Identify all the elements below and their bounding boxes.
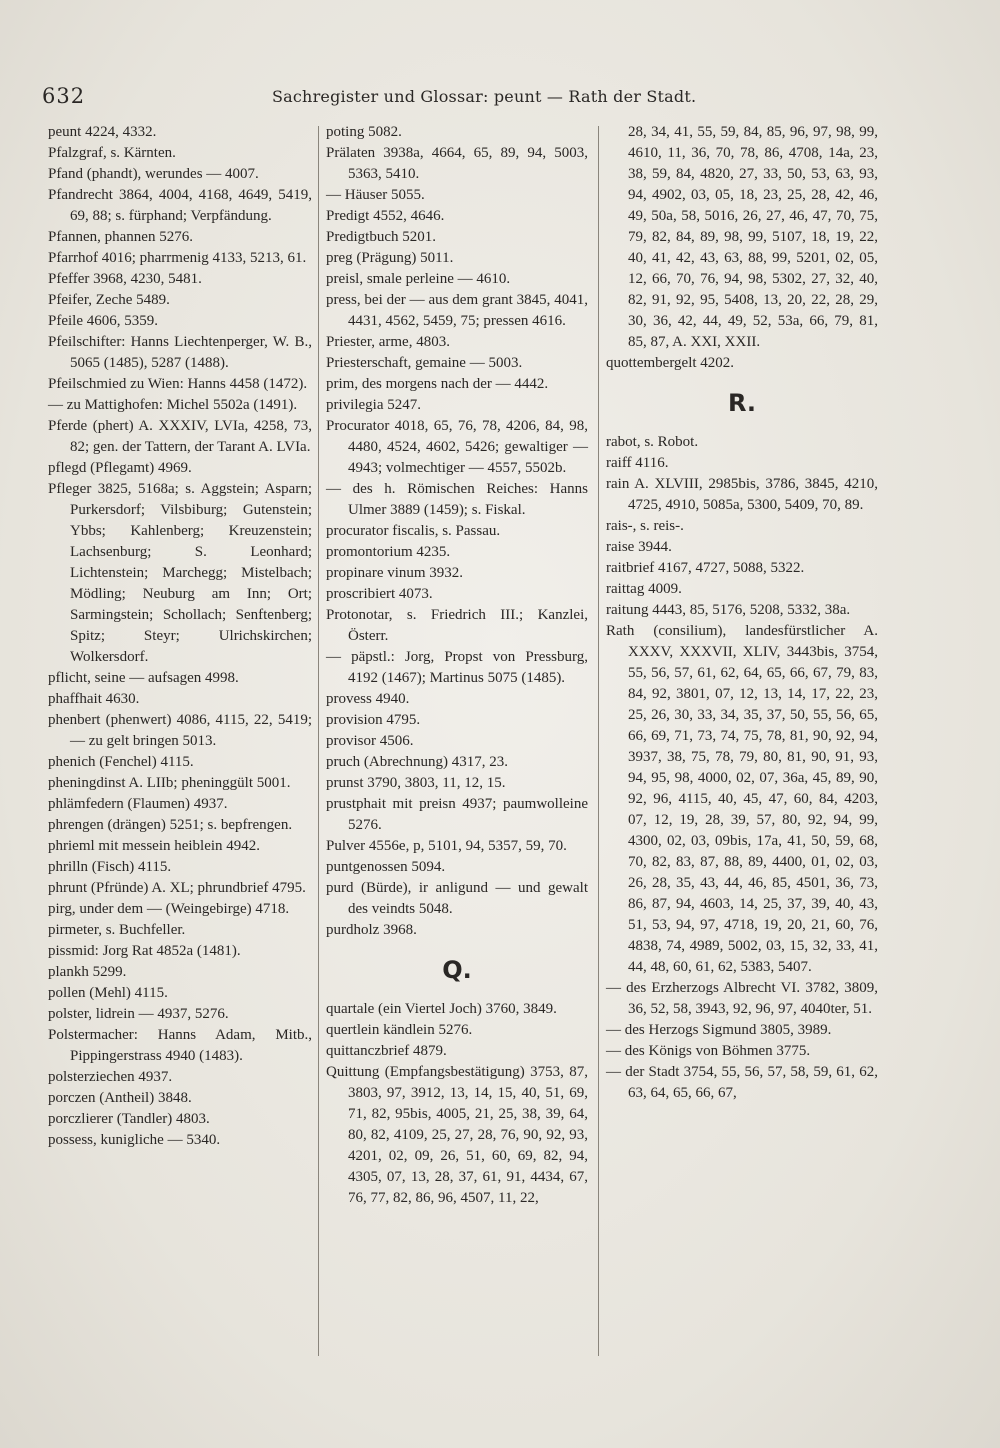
index-entry: preg (Prägung) 5011. xyxy=(326,250,454,266)
index-entry: quittanczbrief 4879. xyxy=(326,1043,447,1059)
column-divider xyxy=(598,126,599,1356)
index-entry: pheningdinst A. LIIb; pheninggült 5001. xyxy=(48,775,291,791)
index-entry: Pfeifer, Zeche 5489. xyxy=(48,292,170,308)
index-entry: Pfeilschmied zu Wien: Hanns 4458 (1472). xyxy=(48,376,308,392)
index-entry: Pfeile 4606, 5359. xyxy=(48,313,158,329)
index-entry: Pfarrhof 4016; pharrmenig 4133, 5213, 61. xyxy=(48,250,307,266)
index-entry: peunt 4224, 4332. xyxy=(48,124,157,140)
index-entry: provisor 4506. xyxy=(326,733,414,749)
index-entry: pirg, under dem — (Weingebirge) 4718. xyxy=(48,901,290,917)
index-entry: Pfeffer 3968, 4230, 5481. xyxy=(48,271,202,287)
index-entry: Pfeilschifter: Hanns Liechtenperger, W. B., 5065 (1485), 5287 (1488). xyxy=(48,334,312,371)
index-entry: prim, des morgens nach der — 4442. xyxy=(326,376,549,392)
index-entry: — zu Mattighofen: Michel 5502a (1491). xyxy=(48,397,298,413)
index-entry: phrieml mit messein heiblein 4942. xyxy=(48,838,261,854)
index-entry: pollen (Mehl) 4115. xyxy=(48,985,168,1001)
index-entry: Predigtbuch 5201. xyxy=(326,229,436,245)
index-entry: Polstermacher: Hanns Adam, Mitb., Pippingerstrass 4940 (1483). xyxy=(48,1027,312,1064)
index-entry: propinare vinum 3932. xyxy=(326,565,464,581)
index-entry: purd (Bürde), ir anligund — und gewalt des veindts 5048. xyxy=(326,880,588,917)
index-entry: rabot, s. Robot. xyxy=(606,434,699,450)
index-entry: press, bei der — aus dem grant 3845, 4041, 4431, 4562, 5459, 75; pressen 4616. xyxy=(326,292,588,329)
index-entry: pflegd (Pflegamt) 4969. xyxy=(48,460,192,476)
index-entry: pissmid: Jorg Rat 4852a (1481). xyxy=(48,943,241,959)
index-entry: Protonotar, s. Friedrich III.; Kanzlei, Österr. xyxy=(326,607,588,644)
index-entry: polsterziechen 4937. xyxy=(48,1069,173,1085)
index-entry: — Häuser 5055. xyxy=(326,187,425,203)
index-entry: Priesterschaft, gemaine — 5003. xyxy=(326,355,523,371)
index-entry: pruch (Abrechnung) 4317, 23. xyxy=(326,754,509,770)
index-entry: — der Stadt 3754, 55, 56, 57, 58, 59, 61, 62, 63, 64, 65, 66, 67, xyxy=(606,1064,878,1101)
index-entry: — päpstl.: Jorg, Propst von Pressburg, 4192 (1467); Martinus 5075 (1485). xyxy=(326,649,588,686)
index-column-3 xyxy=(606,122,878,1104)
index-entry: phrilln (Fisch) 4115. xyxy=(48,859,172,875)
index-entry: raiff 4116. xyxy=(606,455,669,471)
index-entry: polster, lidrein — 4937, 5276. xyxy=(48,1006,229,1022)
index-entry: raittag 4009. xyxy=(606,581,682,597)
page-header xyxy=(42,84,922,110)
index-entry: — des h. Römischen Reiches: Hanns Ulmer 3889 (1459); s. Fiskal. xyxy=(326,481,588,518)
index-entry: Pfalzgraf, s. Kärnten. xyxy=(48,145,176,161)
index-entry: phrunt (Pfründe) A. XL; phrundbrief 4795. xyxy=(48,880,306,896)
index-entry: phlämfedern (Flaumen) 4937. xyxy=(48,796,228,812)
index-entry: prunst 3790, 3803, 11, 12, 15. xyxy=(326,775,506,791)
index-entry: raitbrief 4167, 4727, 5088, 5322. xyxy=(606,560,805,576)
index-entry: — des Erzherzogs Albrecht VI. 3782, 3809, 36, 52, 58, 3943, 92, 96, 97, 4040ter, 51. xyxy=(606,980,878,1017)
index-entry: provess 4940. xyxy=(326,691,410,707)
index-entry: raitung 4443, 85, 5176, 5208, 5332, 38a. xyxy=(606,602,851,618)
index-entry: quertlein kändlein 5276. xyxy=(326,1022,473,1038)
index-entry: poting 5082. xyxy=(326,124,402,140)
index-entry: phenich (Fenchel) 4115. xyxy=(48,754,194,770)
index-entry: pirmeter, s. Buchfeller. xyxy=(48,922,186,938)
index-entry: provision 4795. xyxy=(326,712,421,728)
index-entry: Pulver 4556e, p, 5101, 94, 5357, 59, 70. xyxy=(326,838,567,854)
index-entry: Priester, arme, 4803. xyxy=(326,334,450,350)
index-entry: phrengen (drängen) 5251; s. bepfrengen. xyxy=(48,817,293,833)
page-number: 632 xyxy=(42,84,86,108)
index-column-2 xyxy=(326,122,588,1209)
index-entry-continuation: 28, 34, 41, 55, 59, 84, 85, 96, 97, 98, 99, 4610, 11, 36, 70, 78, 86, 4708, 14a, 23, 38, 59, 84, 4820, 27, 33, 50, 53, 63, 93, 94, 4902, 03, 05, 18, 23, 25, 28, 42, 46, 49, 50a, 58, 5016, 26, 27, 46, 47, 70, 75, 79, 82, 84, 89, 98, 99, 5107, 18, 19, 22, 40, 41, 42, 43, 63, 88, 99, 5201, 02, 05, 12, 66, 70, 76, 94, 98, 5302, 27, 32, 40, 82, 91, 92, 95, 5408, 13, 20, 22, 28, 29, 30, 36, 42, 44, 49, 52, 53a, 66, 79, 81, 85, 87, A. XXI, XXII. xyxy=(628,124,878,350)
index-entry: procurator fiscalis, s. Passau. xyxy=(326,523,501,539)
index-entry: purdholz 3968. xyxy=(326,922,417,938)
index-entry: Predigt 4552, 4646. xyxy=(326,208,445,224)
index-entry: porczen (Antheil) 3848. xyxy=(48,1090,192,1106)
index-entry: rain A. XLVIII, 2985bis, 3786, 3845, 4210, 4725, 4910, 5085a, 5300, 5409, 70, 89. xyxy=(606,476,878,513)
index-entry: Pfandrecht 3864, 4004, 4168, 4649, 5419, 69, 88; s. fürphand; Verpfändung. xyxy=(48,187,312,224)
index-entry: puntgenossen 5094. xyxy=(326,859,446,875)
index-entry: privilegia 5247. xyxy=(326,397,421,413)
index-entry: quartale (ein Viertel Joch) 3760, 3849. xyxy=(326,1001,557,1017)
index-entry: phaffhait 4630. xyxy=(48,691,140,707)
index-entry: — des Herzogs Sigmund 3805, 3989. xyxy=(606,1022,832,1038)
index-entry: plankh 5299. xyxy=(48,964,127,980)
index-entry: Prälaten 3938a, 4664, 65, 89, 94, 5003, 5363, 5410. xyxy=(326,145,588,182)
section-heading-r: R. xyxy=(727,389,757,417)
index-entry: Rath (consilium), landesfürstlicher A. XXXV, XXXVII, XLIV, 3443bis, 3754, 55, 56, 57, 61, 62, 64, 65, 66, 67, 79, 83, 84, 92, 3801, 07, 12, 13, 14, 17, 22, 23, 25, 26, 30, 33, 34, 35, 37, 50, 55, 56, 65, 66, 69, 71, 73, 74, 75, 78, 81, 90, 92, 94, 3937, 38, 75, 78, 79, 80, 81, 90, 91, 93, 94, 95, 98, 4000, 02, 07, 36a, 45, 89, 90, 92, 96, 4115, 40, 45, 47, 60, 84, 4203, 07, 12, 19, 28, 39, 57, 80, 92, 94, 99, 4300, 02, 03, 09bis, 17a, 41, 50, 59, 68, 70, 82, 83, 87, 88, 89, 4400, 01, 02, 03, 26, 28, 35, 43, 44, 46, 85, 4501, 36, 73, 86, 87, 94, 4603, 14, 25, 37, 39, 40, 43, 51, 53, 94, 97, 4718, 19, 20, 21, 60, 76, 4838, 74, 4989, 5002, 03, 15, 32, 33, 41, 44, 48, 60, 61, 62, 5383, 5407. xyxy=(606,623,878,975)
column-divider xyxy=(318,126,319,1356)
index-column-1 xyxy=(48,122,312,1151)
index-entry: Pfannen, phannen 5276. xyxy=(48,229,193,245)
index-entry: phenbert (phenwert) 4086, 4115, 22, 5419; — zu gelt bringen 5013. xyxy=(48,712,312,749)
index-entry: — des Königs von Böhmen 3775. xyxy=(606,1043,811,1059)
index-entry: proscribiert 4073. xyxy=(326,586,433,602)
index-entry: rais-, s. reis-. xyxy=(606,518,684,534)
index-entry: Pfleger 3825, 5168a; s. Aggstein; Asparn; Purkersdorf; Vilsbiburg; Gutenstein; Ybbs; Kahlenberg; Kreuzenstein; Lachsenburg; S. Leonhard; Lichtenstein; Marchegg; Mistelbach; Mödling; Neuburg am Inn; Ort; Sarmingstein; Schollach; Senftenberg; Spitz; Steyr; Ulrichskirchen; Wolkersdorf. xyxy=(48,481,312,665)
index-entry: possess, kunigliche — 5340. xyxy=(48,1132,221,1148)
index-entry: Procurator 4018, 65, 76, 78, 4206, 84, 98, 4480, 4524, 4602, 5426; gewaltiger — 4943; volmechtiger — 4557, 5502b. xyxy=(326,418,588,476)
index-entry: preisl, smale perleine — 4610. xyxy=(326,271,511,287)
section-heading-q: Q. xyxy=(442,956,472,984)
index-entry: Pferde (phert) A. XXXIV, LVIa, 4258, 73, 82; gen. der Tattern, der Tarant A. LVIa. xyxy=(48,418,312,455)
index-entry: prustphait mit preisn 4937; paumwolleine 5276. xyxy=(326,796,588,833)
index-entry: quottembergelt 4202. xyxy=(606,355,735,371)
running-title: Sachregister und Glossar: peunt — Rath der Stadt. xyxy=(272,87,697,106)
index-entry: Pfand (phandt), werundes — 4007. xyxy=(48,166,259,182)
index-entry: promontorium 4235. xyxy=(326,544,451,560)
index-entry: Quittung (Empfangsbestätigung) 3753, 87, 3803, 97, 3912, 13, 14, 15, 40, 51, 69, 71, 82, 95bis, 4005, 21, 25, 38, 39, 64, 80, 82, 4109, 25, 27, 28, 76, 90, 92, 93, 4201, 02, 09, 26, 51, 60, 69, 82, 94, 4305, 07, 13, 28, 37, 61, 91, 4434, 67, 76, 77, 82, 86, 96, 4507, 11, 22, xyxy=(326,1064,588,1206)
index-entry: pflicht, seine — aufsagen 4998. xyxy=(48,670,239,686)
index-entry: raise 3944. xyxy=(606,539,672,555)
index-entry: porczlierer (Tandler) 4803. xyxy=(48,1111,210,1127)
